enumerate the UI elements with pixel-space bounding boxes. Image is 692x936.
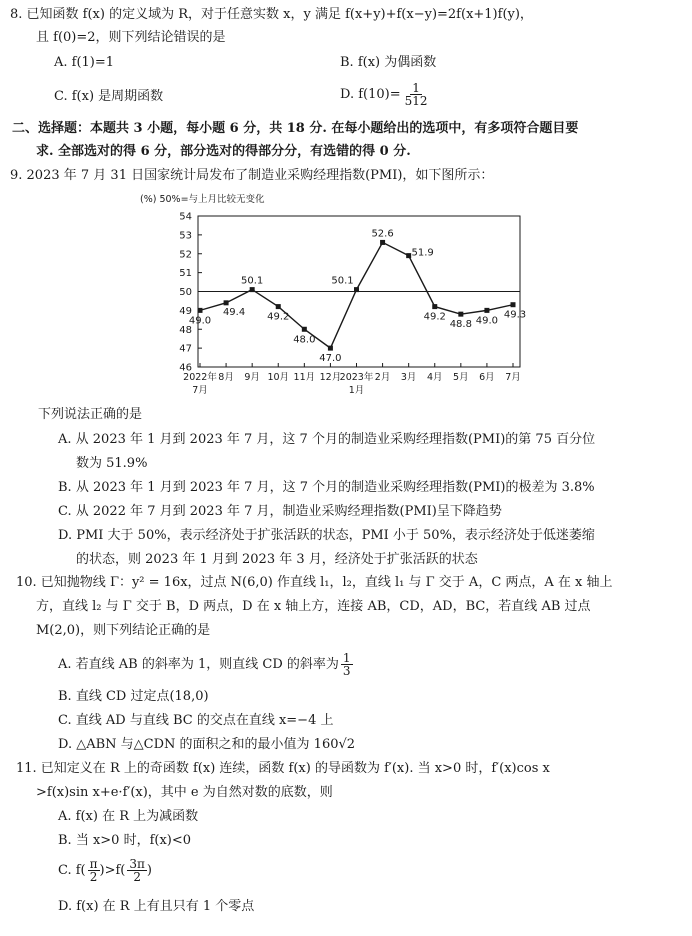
data-point-marker: [406, 253, 411, 258]
q10-option-b: B. 直线 CD 过定点(18,0): [58, 689, 209, 704]
y-tick-label: 52: [179, 249, 192, 261]
fraction-denominator: 2: [133, 870, 141, 884]
q11-option-c-suffix: ): [146, 863, 152, 878]
q8-option-d: [340, 80, 430, 110]
data-point-marker: [354, 287, 359, 292]
x-tick-label: 11月: [293, 372, 316, 383]
data-point-marker: [198, 308, 203, 313]
q11-option-b: B. 当 x>0 时，f(x)<0: [58, 833, 192, 848]
data-point-marker: [250, 287, 255, 292]
q10-stem-line3: M(2,0)，则下列结论正确的是: [36, 623, 211, 638]
q9-option-d-line2: 的状态，则 2023 年 1 月到 2023 年 3 月，经济处于扩张活跃的状态: [76, 552, 478, 567]
y-tick-label: 50: [179, 287, 192, 298]
y-tick-label: 53: [179, 230, 192, 242]
data-value-label: 49.2: [423, 311, 446, 323]
data-value-label: 51.9: [411, 247, 434, 259]
pmi-line-chart: [0, 186, 692, 406]
data-value-label: 50.1: [241, 275, 264, 287]
chart-title: (%) 50%=与上月比较无变化: [140, 194, 265, 205]
x-tick-label: 6月: [479, 372, 495, 383]
data-point-marker: [276, 304, 281, 309]
fraction-numerator: 3π: [129, 857, 145, 871]
q9-option-d-line1: D. PMI 大于 50%，表示经济处于扩张活跃的状态，PMI 小于 50%，表示经济处于低迷萎缩: [58, 528, 595, 543]
section2-heading-line2: 求. 全部选对的得 6 分，部分选对的得部分分，有选错的得 0 分.: [36, 144, 411, 159]
x-tick-label: 5月: [453, 372, 469, 383]
q9-option-a-line1: A. 从 2023 年 1 月到 2023 年 7 月，这 7 个月的制造业采购经理指数(PMI)的第 75 百分位: [58, 432, 596, 447]
data-value-label: 49.0: [475, 315, 499, 327]
x-tick-label: 4月: [426, 372, 443, 383]
data-point-marker: [224, 300, 229, 305]
y-tick-label: 51: [179, 268, 192, 280]
section2-heading-line1: 二、选择题：本题共 3 小题，每小题 6 分，共 18 分. 在每小题给出的选项中，有多项符合题目要: [12, 121, 579, 136]
x-tick-label: 2月: [374, 372, 391, 383]
q10-option-d: D. △ABN 与△CDN 的面积之和的最小值为 160√2: [58, 737, 356, 752]
fraction-numerator: π: [89, 857, 98, 871]
data-value-label: 52.6: [371, 228, 394, 240]
x-tick-label: 2022年: [183, 372, 217, 383]
q9-prompt: 下列说法正确的是: [38, 407, 143, 422]
x-tick-sublabel: 1月: [348, 385, 365, 396]
q8-stem-line1: 8. 已知函数 f(x) 的定义域为 R，对于任意实数 x，y 满足 f(x+y)+f(x−y)=2f(x+1)f(y)，: [10, 7, 533, 22]
x-tick-label: 9月: [244, 372, 260, 383]
q11-stem-line1: 11. 已知定义在 R 上的奇函数 f(x) 连续，函数 f(x) 的导函数为 f′(x). 当 x>0 时，f′(x)cos x: [16, 761, 550, 776]
y-tick-label: 49: [179, 305, 192, 317]
data-value-label: 49.2: [267, 311, 290, 323]
fraction-denominator: 3: [342, 664, 351, 678]
data-point-marker: [484, 308, 489, 313]
y-tick-label: 46: [179, 362, 192, 374]
q10-option-c: C. 直线 AD 与直线 BC 的交点在直线 x=−4 上: [58, 713, 334, 728]
data-value-label: 48.8: [449, 319, 472, 331]
q8-option-b: B. f(x) 为偶函数: [340, 55, 437, 70]
q8-option-d-prefix: D. f(10)=: [340, 87, 401, 102]
q11-option-c-prefix: C. f(: [58, 863, 86, 878]
q11-option-c: [58, 856, 152, 886]
q9-stem: 9. 2023 年 7 月 31 日国家统计局发布了制造业采购经理指数(PMI)，如下图所示：: [10, 168, 494, 183]
q10-stem-line1: 10. 已知抛物线 Γ：y² = 16x，过点 N(6,0) 作直线 l₁，l₂，直线 l₁ 与 Γ 交于 A，C 两点，A 在 x 轴上: [16, 575, 613, 590]
q10-option-a: [58, 650, 353, 680]
x-tick-sublabel: 7月: [192, 385, 208, 396]
data-point-marker: [302, 327, 307, 332]
q11-stem-line2: >f(x)sin x+e·f′(x)，其中 e 为自然对数的底数，则: [36, 785, 333, 800]
q11-fraction-1: [88, 858, 100, 883]
q8-option-c: C. f(x) 是周期函数: [54, 89, 164, 104]
data-value-label: 50.1: [331, 275, 354, 287]
q11-fraction-2: [127, 858, 147, 883]
x-tick-label: 10月: [267, 372, 290, 383]
q9-option-a-line2: 数为 51.9%: [76, 456, 148, 471]
y-tick-label: 54: [179, 211, 192, 223]
data-value-label: 49.0: [188, 315, 212, 327]
q8-stem-line2: 且 f(0)=2，则下列结论错误的是: [36, 30, 226, 45]
y-tick-label: 47: [179, 343, 192, 355]
q10-option-a-prefix: A. 若直线 AB 的斜率为 1，则直线 CD 的斜率为: [58, 657, 339, 672]
fraction-numerator: 1: [412, 81, 420, 95]
data-point-marker: [511, 302, 516, 307]
q9-option-b: B. 从 2023 年 1 月到 2023 年 7 月，这 7 个月的制造业采购经理指数(PMI)的极差为 3.8%: [58, 480, 595, 495]
pmi-series-line: [200, 242, 513, 348]
y-tick-label: 48: [179, 324, 192, 336]
q11-option-c-middle: )>f(: [99, 863, 126, 878]
data-value-label: 49.3: [503, 309, 527, 321]
q8-option-a: A. f(1)=1: [54, 55, 115, 70]
q11-option-d: D. f(x) 在 R 上有且只有 1 个零点: [58, 899, 255, 914]
fraction-numerator: 1: [342, 651, 351, 665]
q10-option-a-fraction: [341, 652, 353, 677]
x-tick-label: 7月: [505, 372, 521, 383]
q11-option-a: A. f(x) 在 R 上为减函数: [58, 809, 199, 824]
data-value-label: 49.4: [222, 306, 246, 318]
data-point-marker: [458, 312, 463, 317]
x-tick-label: 3月: [400, 372, 417, 383]
x-tick-label: 8月: [218, 372, 234, 383]
q9-option-c: C. 从 2022 年 7 月到 2023 年 7 月，制造业采购经理指数(PMI)呈下降趋势: [58, 504, 502, 519]
q8-option-d-fraction: [403, 82, 430, 107]
q10-stem-line2: 方，直线 l₂ 与 Γ 交于 B，D 两点，D 在 x 轴上方，连接 AB，CD，AD，BC，若直线 AB 过点: [36, 599, 591, 614]
x-tick-label: 12月: [319, 372, 342, 383]
data-point-marker: [432, 304, 437, 309]
fraction-denominator: 512: [404, 94, 428, 108]
data-value-label: 48.0: [293, 334, 316, 346]
data-point-marker: [380, 240, 385, 245]
data-point-marker: [328, 346, 333, 351]
fraction-denominator: 2: [89, 870, 98, 884]
x-tick-label: 2023年: [339, 372, 374, 383]
data-value-label: 47.0: [319, 353, 342, 365]
